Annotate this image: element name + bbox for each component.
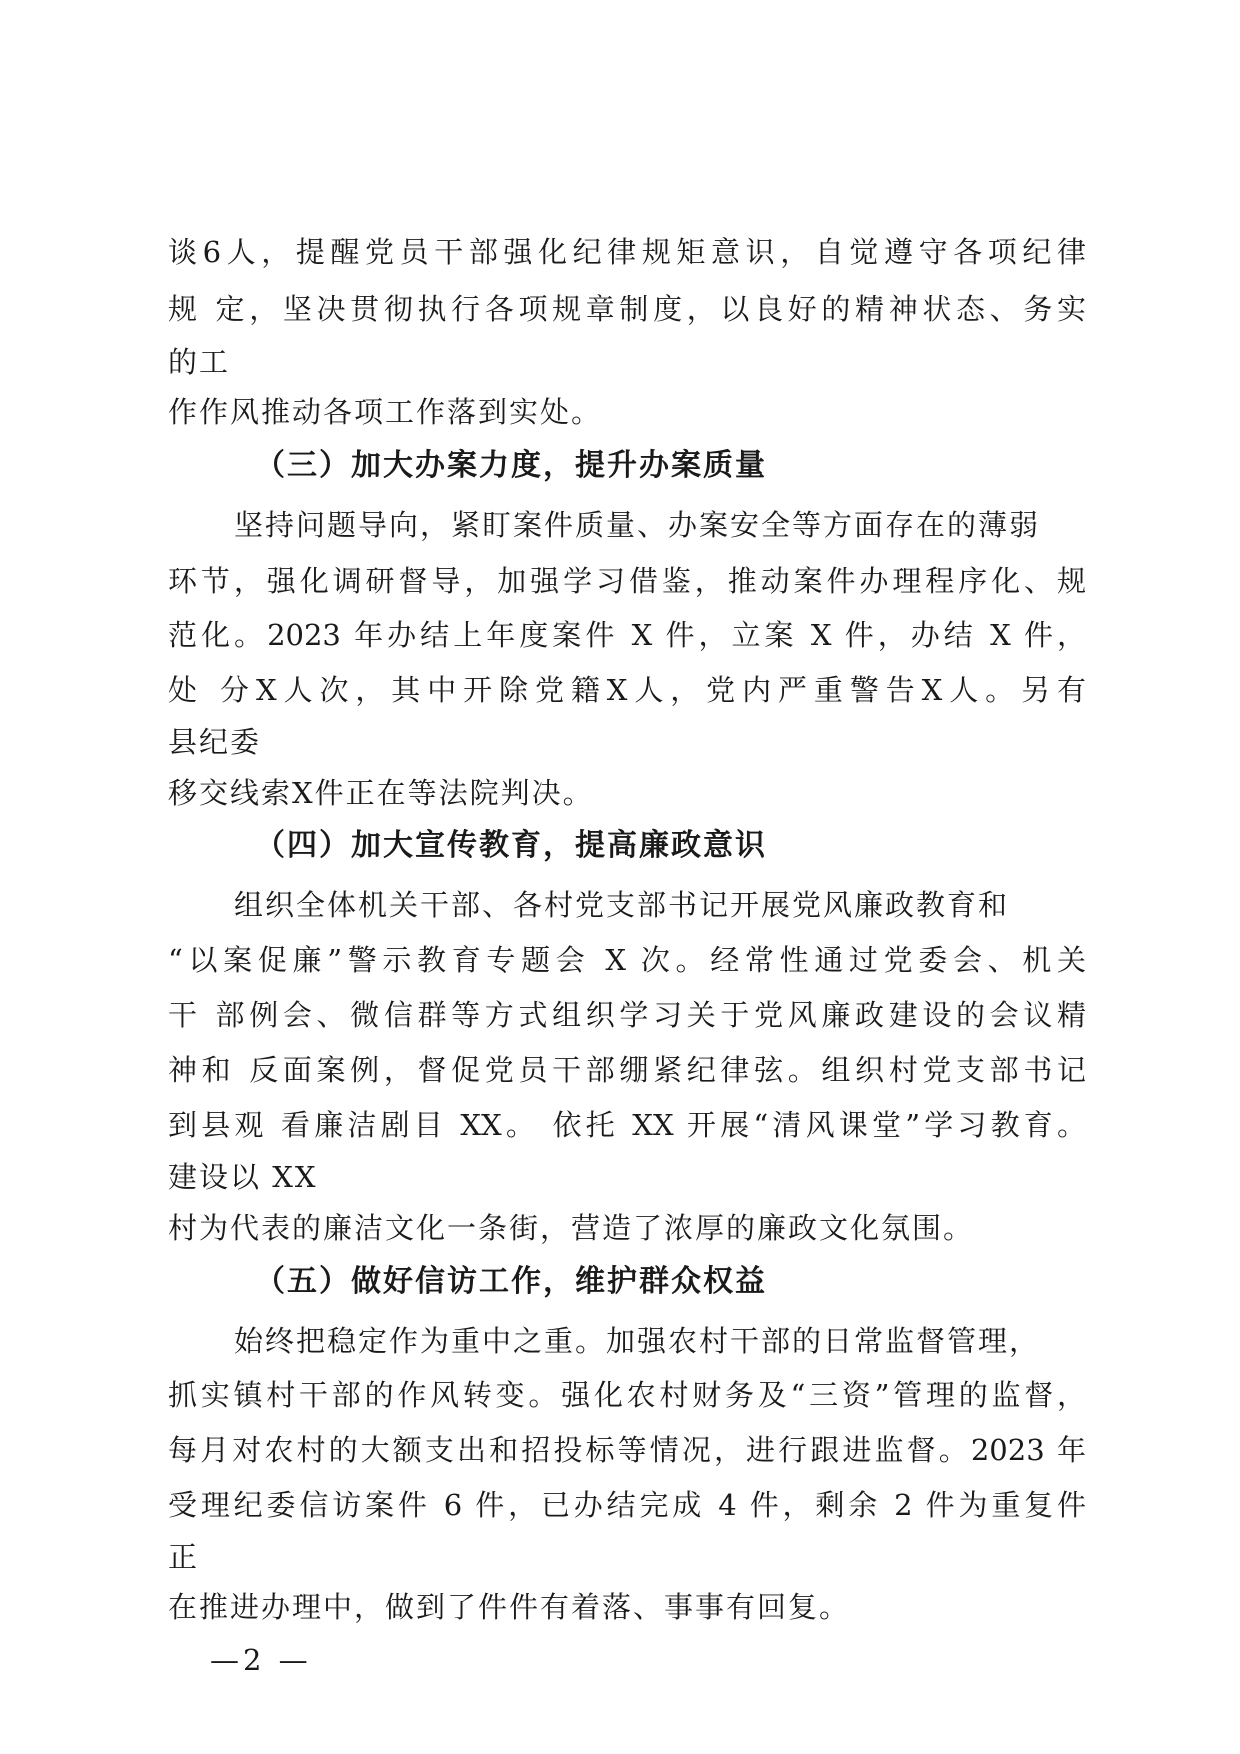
section-heading-4: （四）加大宣传教育，提高廉政意识 xyxy=(255,828,767,863)
paragraph-line: 到县观 看廉洁剧目 XX。 依托 XX 开展“清风课堂”学习教育。 xyxy=(168,1108,1086,1142)
paragraph-line: 村为代表的廉洁文化一条街，营造了浓厚的廉政文化氛围。 xyxy=(168,1211,975,1245)
paragraph-line: 建设以 XX xyxy=(168,1160,318,1194)
paragraph-line: 环节，强化调研督导，加强学习借鉴，推动案件办理程序化、规 xyxy=(168,564,1086,598)
paragraph-line: 每月对农村的大额支出和招投标等情况，进行跟进监督。2023 年 xyxy=(168,1433,1086,1467)
paragraph-line: 县纪委 xyxy=(168,725,262,759)
paragraph-line: 范化。2023 年办结上年度案件 X 件，立案 X 件，办结 X 件， xyxy=(168,618,1086,652)
paragraph-line: 受理纪委信访案件 6 件，已办结完成 4 件，剩余 2 件为重复件 xyxy=(168,1488,1086,1522)
section-heading-5: （五）做好信访工作，维护群众权益 xyxy=(255,1264,767,1299)
paragraph-line: 始终把稳定作为重中之重。加强农村干部的日常监督管理， xyxy=(234,1324,1041,1358)
paragraph-line: 神和 反面案例，督促党员干部绷紧纪律弦。组织村党支部书记 xyxy=(168,1053,1086,1087)
paragraph-line: 坚持问题导向，紧盯案件质量、办案安全等方面存在的薄弱 xyxy=(234,508,1041,542)
paragraph-line: 谈6人，提醒党员干部强化纪律规矩意识，自觉遵守各项纪律 xyxy=(168,235,1086,269)
paragraph-line: 移交线索X件正在等法院判决。 xyxy=(168,776,594,810)
paragraph-line: 的工 xyxy=(168,345,231,379)
paragraph-line: 在推进办理中，做到了件件有着落、事事有回复。 xyxy=(168,1590,851,1624)
paragraph-line: 干 部例会、微信群等方式组织学习关于党风廉政建设的会议精 xyxy=(168,998,1086,1032)
paragraph-line: 处 分X人次，其中开除党籍X人，党内严重警告X人。另有 xyxy=(168,673,1086,707)
paragraph-line: “以案促廉”警示教育专题会 X 次。经常性通过党委会、机关 xyxy=(168,943,1086,977)
paragraph-line: 作作风推动各项工作落到实处。 xyxy=(168,395,603,429)
paragraph-line: 规 定，坚决贯彻执行各项规章制度，以良好的精神状态、务实 xyxy=(168,292,1086,326)
paragraph-line: 组织全体机关干部、各村党支部书记开展党风廉政教育和 xyxy=(234,888,1010,922)
paragraph-line: 正 xyxy=(168,1540,200,1574)
paragraph-line: 抓实镇村干部的作风转变。强化农村财务及“三资”管理的监督， xyxy=(168,1378,1086,1412)
section-heading-3: （三）加大办案力度，提升办案质量 xyxy=(255,448,767,483)
page-number: —2 — xyxy=(210,1643,312,1677)
